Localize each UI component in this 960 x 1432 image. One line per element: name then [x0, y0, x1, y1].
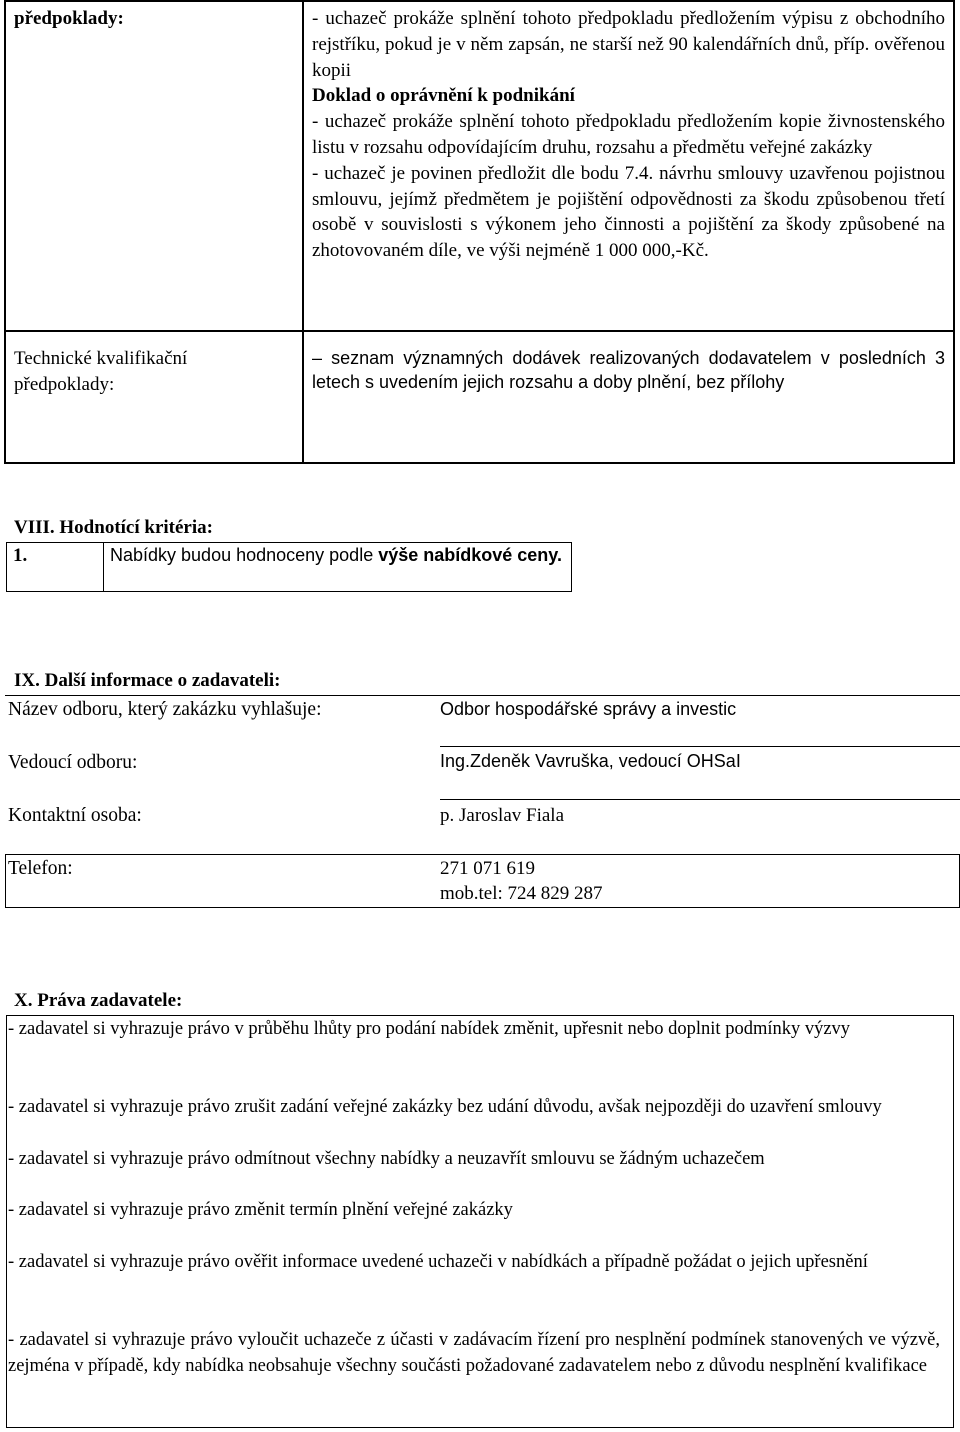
technical-qualification-label: Technické kvalifikační předpoklady: — [14, 348, 188, 395]
rights-heading — [14, 990, 182, 1012]
right-item-change-deadline: - zadavatel si vyhrazuje právo změnit termín plnění veřejné zakázky — [8, 1200, 513, 1220]
head-of-department-value: Ing.Zdeněk Vavruška, vedoucí OHSaI — [440, 751, 741, 771]
rights-heading-text: Práva zadavatele: — [37, 990, 183, 1011]
contact-heading-text: Další informace o zadavateli: — [44, 670, 281, 691]
technical-qualification-label-cell — [5, 331, 303, 463]
right-item-verify-information: - zadavatel si vyhrazuje právo ověřit informace uvedené uchazeči v nabídkách a případně požádat o jejich upřesnění — [8, 1252, 868, 1272]
economic-qualification-label-cell — [5, 1, 303, 331]
right-item-exclude-bidder: - zadavatel si vyhrazuje právo vyloučit uchazeče z účasti v zadávacím řízení pro nesplnění podmínek stanovených ve výzvě, zejména v případě, kdy nabídka neobsahuje všechny součásti požadované zadavatelem nebo z důvodu nesplnění kvalifikace — [8, 1330, 940, 1376]
contact-person-label: Kontaktní osoba: — [8, 805, 142, 826]
trade-license-requirement: - uchazeč prokáže splnění tohoto předpokladu předložením kopie živnostenského listu v rozsahu odpovídajícím druhu, rozsahu a předmětu veřejné zakázky — [312, 111, 945, 158]
criteria-text-prefix: Nabídky budou hodnoceny podle — [110, 545, 379, 565]
department-value-rule — [440, 746, 960, 747]
contact-heading-num: IX. — [14, 670, 40, 691]
economic-qualification-label: předpoklady: — [14, 8, 124, 29]
criteria-heading: VIII. Hodnotící kritéria: — [14, 517, 213, 538]
head-of-department-rule — [440, 799, 960, 800]
contact-person-value: p. Jaroslav Fiala — [440, 805, 565, 826]
right-item-change-conditions: - zadavatel si vyhrazuje právo v průběhu lhůty pro podání nabídek změnit, upřesnit nebo doplnit podmínky výzvy — [8, 1019, 851, 1039]
business-license-heading: Doklad o oprávnění k podnikání — [312, 85, 575, 107]
head-of-department-label: Vedoucí odboru: — [8, 752, 138, 773]
phone-label: Telefon: — [8, 858, 73, 879]
mobile-value: mob.tel: 724 829 287 — [440, 883, 603, 904]
criteria-text-bold: výše nabídkové ceny. — [378, 545, 562, 565]
qualifications-table — [4, 0, 955, 464]
trade-register-requirement: - uchazeč prokáže splnění tohoto předpokladu předložením výpisu z obchodního rejstříku, pokud je v něm zapsán, ne starší než 90 kalendářních dnů, příp. ověřenou kopii — [312, 8, 945, 81]
technical-qualification-content-cell — [303, 331, 954, 463]
insurance-requirement: - uchazeč je povinen předložit dle bodu 7.4. návrhu smlouvy uzavřenou pojistnou smlouvu, jejímž předmětem je pojištění odpovědnosti za škodu způsobenou třetí osobě v souvislosti s výkonem jeho činnosti a pojištění za škody způsobené na zhotovovaném díle, ve výši nejméně 1 000 000,-Kč. — [312, 162, 945, 262]
contact-top-rule — [5, 695, 960, 696]
criteria-number: 1. — [7, 543, 104, 592]
criteria-table — [6, 542, 572, 592]
rights-heading-num: X. — [14, 990, 33, 1011]
phone-value: 271 071 619 — [440, 858, 535, 879]
technical-qualification-text: – seznam významných dodávek realizovaných dodavatelem v posledních 3 letech s uvedením jejich rozsahu a doby plnění, bez přílohy — [312, 348, 945, 392]
economic-qualification-content-cell — [303, 1, 954, 331]
criteria-text — [104, 543, 572, 592]
right-item-reject-offers: - zadavatel si vyhrazuje právo odmítnout všechny nabídky a neuzavřít smlouvu se žádným uchazečem — [8, 1149, 765, 1169]
department-label: Název odboru, který zakázku vyhlašuje: — [8, 699, 322, 720]
contact-heading — [14, 670, 281, 692]
department-value: Odbor hospodářské správy a investic — [440, 699, 737, 719]
right-item-cancel-tender: - zadavatel si vyhrazuje právo zrušit zadání veřejné zakázky bez udání důvodu, avšak nejpozději do uzavření smlouvy — [8, 1097, 882, 1117]
